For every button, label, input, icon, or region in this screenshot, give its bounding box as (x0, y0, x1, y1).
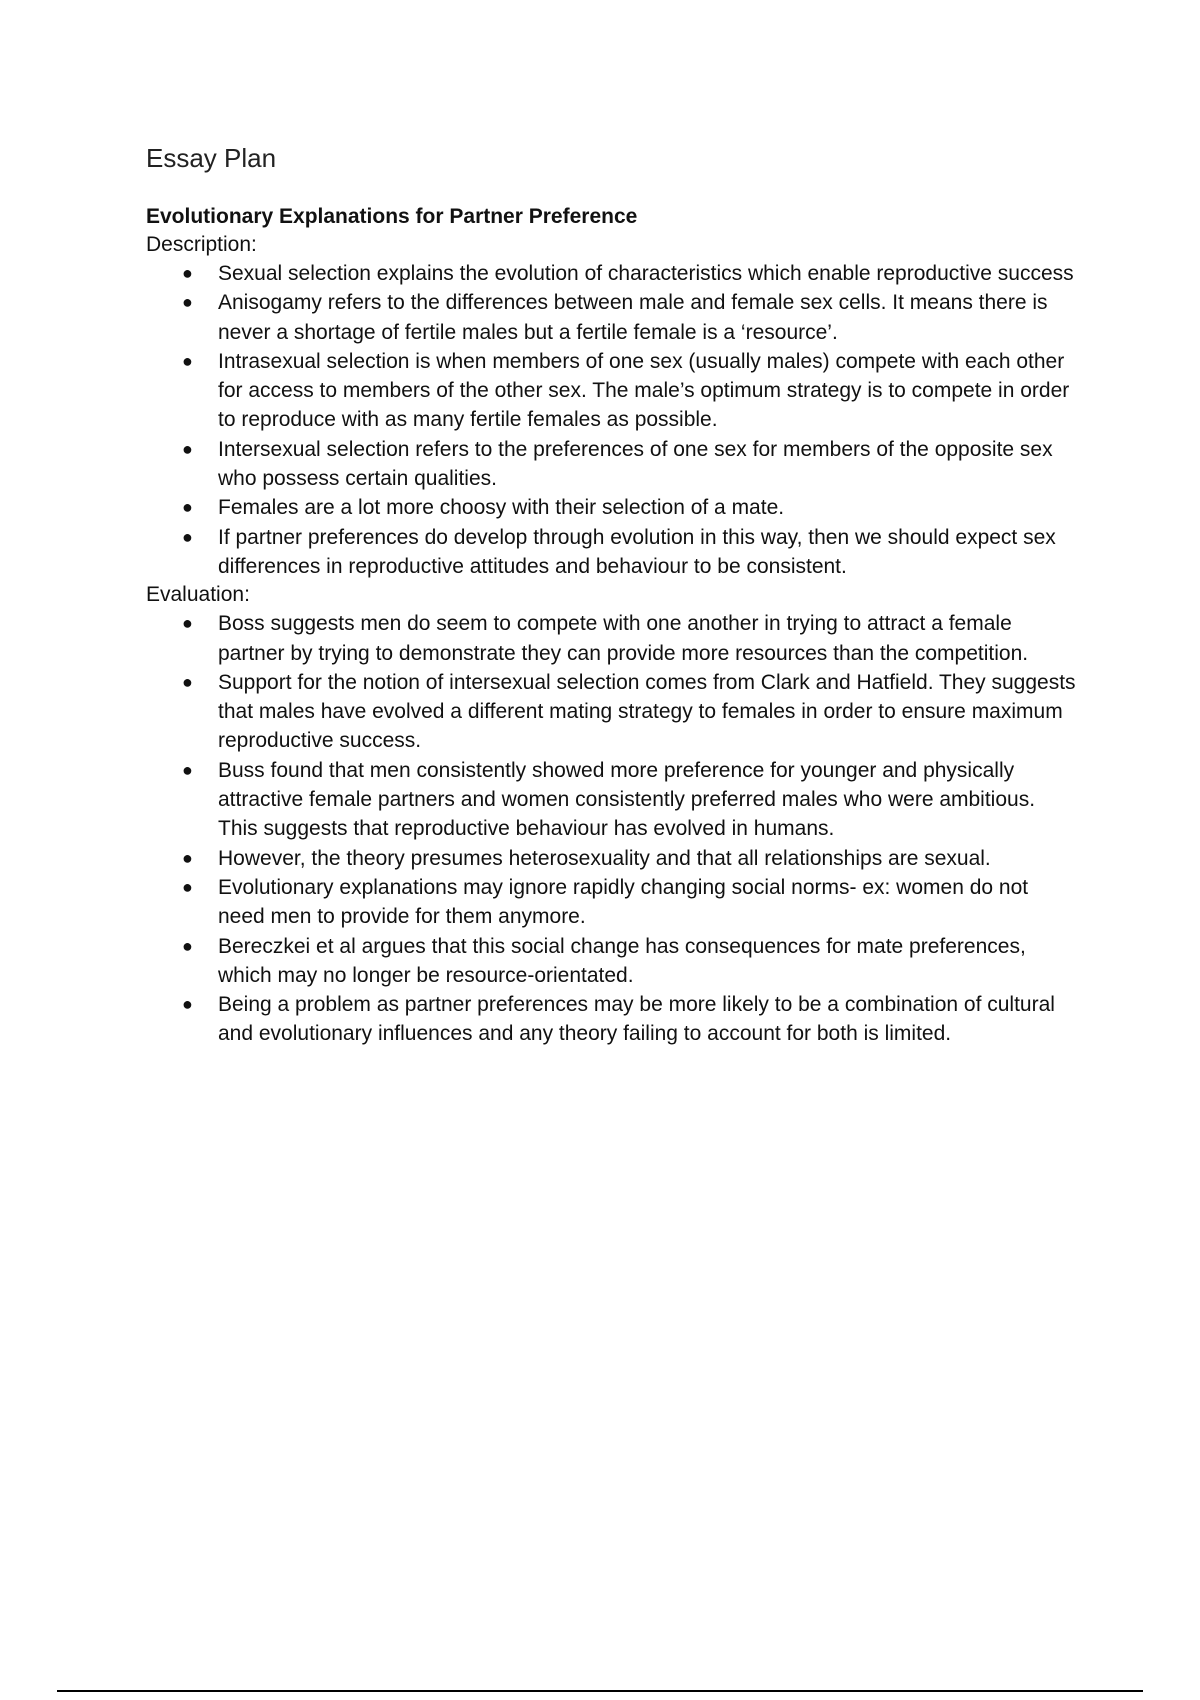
list-item (182, 873, 1076, 932)
bullet-icon: ● (182, 994, 193, 1015)
list-item (182, 288, 1076, 347)
list-item (182, 990, 1076, 1049)
description-list (146, 259, 1076, 581)
list-item (182, 493, 1076, 522)
bullet-icon: ● (182, 292, 193, 313)
bullet-icon: ● (182, 350, 193, 371)
list-item (182, 844, 1076, 873)
list-item-text: If partner preferences do develop through evolution in this way, then we should expect sex differences in reproductive attitudes and behaviour to be consistent. (218, 525, 1056, 578)
bullet-icon: ● (182, 847, 193, 868)
bullet-icon: ● (182, 497, 193, 518)
list-item-text: Boss suggests men do seem to compete with one another in trying to attract a female partner by trying to demonstrate they can provide more resources than the competition. (218, 612, 1029, 665)
list-item (182, 932, 1076, 991)
bullet-icon: ● (182, 526, 193, 547)
list-item (182, 668, 1076, 756)
bullet-icon: ● (182, 671, 193, 692)
essay-heading: Evolutionary Explanations for Partner Preference (146, 205, 638, 228)
page-title: Essay Plan (146, 143, 277, 173)
list-item (182, 756, 1076, 844)
list-item-text: Evolutionary explanations may ignore rapidly changing social norms- ex: women do not need men to provide for them anymore. (218, 875, 1029, 929)
list-item-text: Intersexual selection refers to the preferences of one sex for members of the opposite sex who possess certain qualities. (218, 437, 1053, 491)
list-item-text: Being a problem as partner preferences may be more likely to be a combination of cultural and evolutionary influences and any theory failing to account for both is limited. (218, 993, 1055, 1046)
bullet-icon: ● (182, 613, 193, 634)
evaluation-list (146, 609, 1076, 1048)
list-item (182, 259, 1076, 288)
bullet-icon: ● (182, 759, 193, 780)
bullet-icon: ● (182, 876, 193, 897)
list-item-text: Intrasexual selection is when members of one sex (usually males) compete with each other for access to members of the other sex. The male’s optimum strategy is to compete in order to reproduce with as many fertile females as possible. (218, 349, 1070, 432)
list-item-text: Buss found that men consistently showed more preference for younger and physically attractive female partners and women consistently preferred males who were ambitious. This suggests that reproductive behaviour has evolved in humans. (218, 758, 1036, 841)
list-item-text: However, the theory presumes heterosexuality and that all relationships are sexual. (218, 846, 991, 870)
list-item-text: Anisogamy refers to the differences between male and female sex cells. It means there is never a shortage of fertile males but a fertile female is a ‘resource’. (218, 291, 1048, 344)
list-item-text: Females are a lot more choosy with their selection of a mate. (218, 496, 785, 520)
footer-divider (57, 1690, 1143, 1692)
list-item (182, 435, 1076, 494)
bullet-icon: ● (182, 263, 193, 283)
list-item-text: Sexual selection explains the evolution of characteristics which enable reproductive success (218, 262, 1074, 285)
evaluation-label: Evaluation: (146, 583, 250, 607)
bullet-icon: ● (182, 935, 193, 956)
list-item-text: Support for the notion of intersexual selection comes from Clark and Hatfield. They suggests that males have evolved a different mating strategy to females in order to ensure maximum reproductive success. (218, 670, 1076, 753)
list-item-text: Bereczkei et al argues that this social change has consequences for mate preferences, which may no longer be resource-orientated. (218, 934, 1026, 987)
document-body (146, 141, 1076, 1049)
list-item (182, 523, 1076, 582)
list-item (182, 609, 1076, 668)
list-item (182, 347, 1076, 435)
description-label: Description: (146, 233, 257, 256)
bullet-icon: ● (182, 438, 193, 459)
